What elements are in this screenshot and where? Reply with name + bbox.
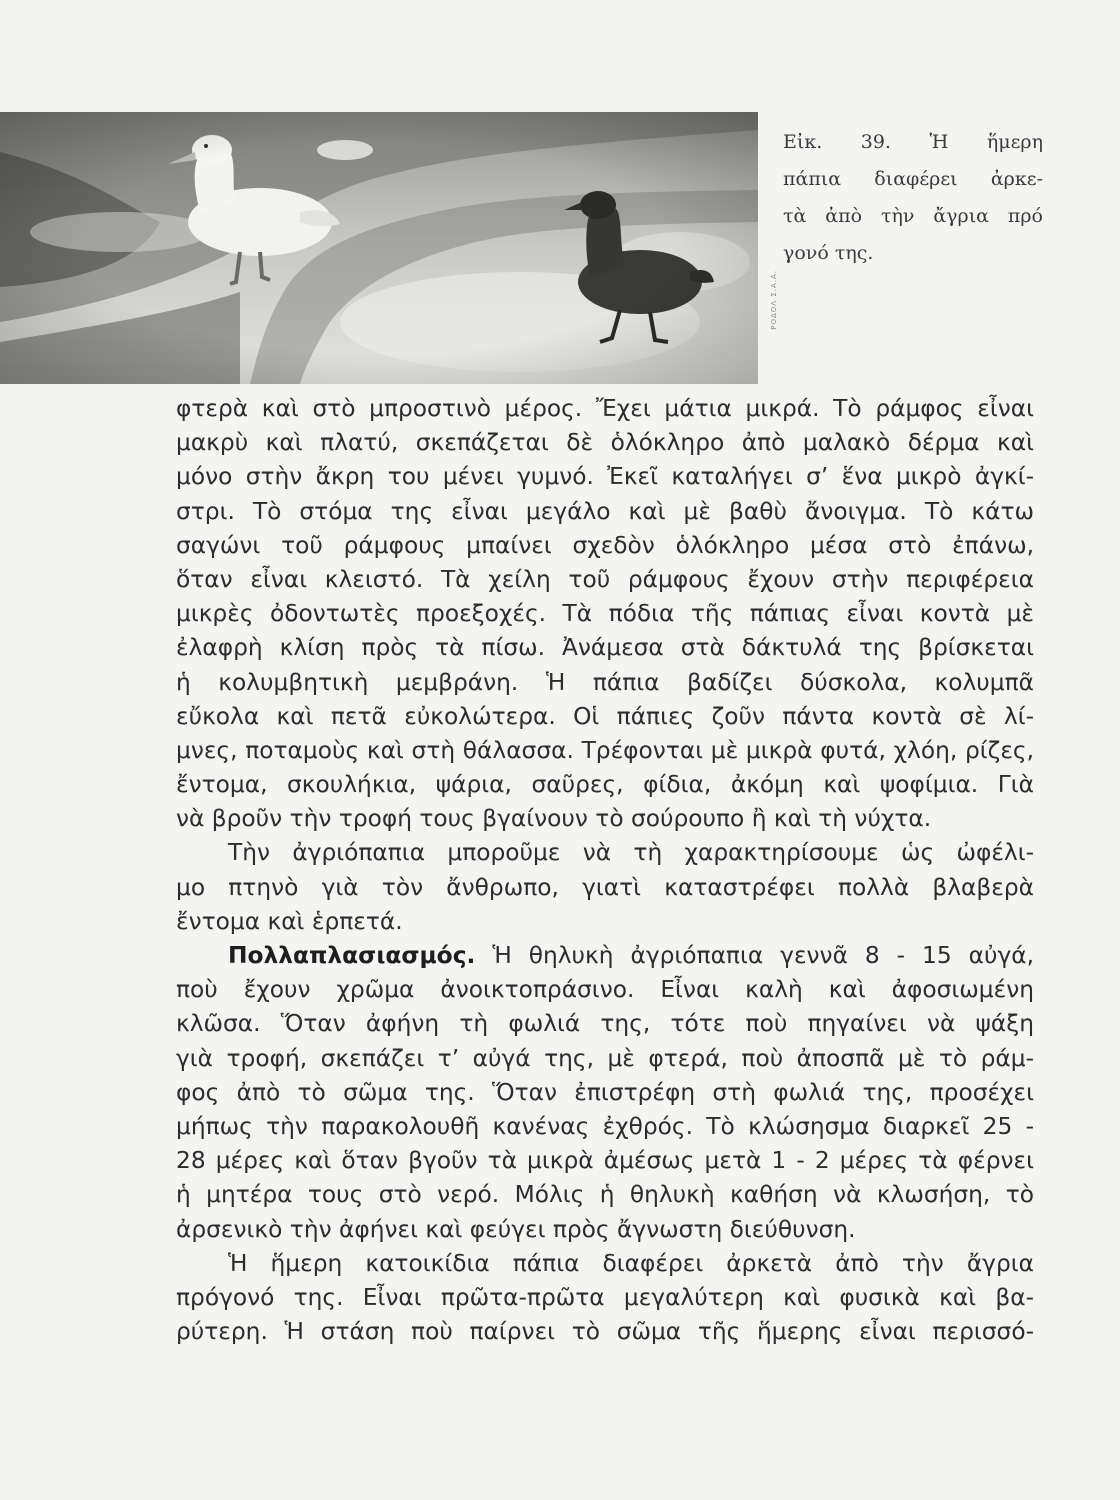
figure-photo: [0, 112, 758, 384]
text-line: μήπως τὴν παρακολουθῆ κανένας ἐχθρός. Τὸ κλώσησμα διαρκεῖ 25 -: [176, 1112, 1034, 1140]
text-line: ἡ μητέρα τους στὸ νερό. Μόλις ἡ θηλυκὴ καθήση νὰ κλωσήση, τὸ: [176, 1181, 1034, 1209]
text-line: ρύτερη. Ἡ στάση ποὺ παίρνει τὸ σῶμα τῆς ἥμερης εἶναι περισσό-: [176, 1318, 1034, 1346]
text-line: Τὴν ἀγριόπαπια μποροῦμε νὰ τὴ χαρακτηρίσουμε ὡς ὠφέλι-: [228, 839, 1034, 867]
paragraph-2: [176, 836, 1034, 939]
text-line: κλῶσα. Ὅταν ἀφήνη τὴ φωλιά της, τότε ποὺ πηγαίνει νὰ ψάξη: [176, 1010, 1034, 1038]
photo-credit: ΡΟΔΟΛ Σ.Α.Α.: [770, 270, 778, 330]
text-line: μικρὲς ὀδοντωτὲς προεξοχές. Τὰ πόδια τῆς πάπιας εἶναι κοντὰ μὲ: [176, 600, 1034, 628]
text-line: 28 μέρες καὶ ὅταν βγοῦν τὰ μικρὰ ἀμέσως μετὰ 1 - 2 μέρες τὰ φέρνει: [176, 1147, 1034, 1175]
text-line: φτερὰ καὶ στὸ μπροστινὸ μέρος. Ἔχει μάτια μικρά. Τὸ ράμφος εἶναι: [176, 395, 1034, 422]
section-heading: Πολλαπλασιασμός.: [228, 942, 476, 969]
text-line: μακρὺ καὶ πλατύ, σκεπάζεται δὲ ὁλόκληρο ἀπὸ μαλακὸ δέρμα καὶ: [176, 429, 1034, 457]
caption-line: τὰ ἀπὸ τὴν ἄγρια πρό: [783, 205, 1043, 227]
text-line: ἔντομα, σκουλήκια, ψάρια, σαῦρες, φίδια, ἀκόμη καὶ ψοφίμια. Γιὰ: [176, 771, 1034, 799]
text-line: ὅταν εἶναι κλειστό. Τὰ χείλη τοῦ ράμφους ἔχουν στὴν περιφέρεια: [176, 565, 1034, 593]
text-line: γιὰ τροφή, σκεπάζει τ’ αὐγά της, μὲ φτερά, ποὺ ἀποσπᾶ μὲ τὸ ράμ-: [176, 1044, 1034, 1072]
text-line: σαγώνι τοῦ ράμφους μπαίνει σχεδὸν ὁλόκληρο μέσα στὸ ἐπάνω,: [176, 531, 1034, 559]
duck-photo-image: [0, 112, 758, 384]
text-line: μόνο στὴν ἄκρη του μένει γυμνό. Ἐκεῖ καταλήγει σ’ ἕνα μικρὸ ἀγκί-: [176, 463, 1034, 491]
text-line: ἡ κολυμβητικὴ μεμβράνη. Ἡ πάπια βαδίζει δύσκολα, κολυμπᾶ: [176, 668, 1034, 696]
text-line: ἀρσενικὸ τὴν ἀφήνει καὶ φεύγει πρὸς ἄγνωστη διεύθυνση.: [176, 1215, 856, 1243]
text-line: μνες, ποταμοὺς καὶ στὴ θάλασσα. Τρέφονται μὲ μικρὰ φυτά, χλόη, ρίζες,: [176, 736, 1034, 764]
paragraph-3: [176, 939, 1034, 1247]
text-line: φος ἀπὸ τὸ σῶμα της. Ὅταν ἐπιστρέφη στὴ φωλιά της, προσέχει: [176, 1078, 1034, 1106]
text-line: εὔκολα καὶ πετᾶ εὐκολώτερα. Οἱ πάπιες ζοῦν πάντα κοντὰ σὲ λί-: [176, 702, 1034, 730]
heading-line-rest: Ἡ θηλυκὴ ἀγριόπαπια γεννᾶ 8 - 15 αὐγά,: [492, 942, 1035, 969]
paragraph-1: [176, 392, 1034, 836]
text-line: ἔντομα καὶ ἑρπετά.: [176, 907, 403, 935]
figure-caption: [783, 124, 1043, 272]
text-line: [176, 939, 1034, 973]
caption-line: πάπια διαφέρει ἀρκε-: [783, 168, 1043, 190]
text-line: μο πτηνὸ γιὰ τὸν ἄνθρωπο, γιατὶ καταστρέφει πολλὰ βλαβερὰ: [176, 873, 1034, 901]
text-line: στρι. Τὸ στόμα της εἶναι μεγάλο καὶ μὲ βαθὺ ἄνοιγμα. Τὸ κάτω: [176, 497, 1034, 525]
caption-line: γονό της.: [783, 242, 874, 264]
body-text: [176, 392, 1034, 1349]
text-line: ἐλαφρὴ κλίση πρὸς τὰ πίσω. Ἀνάμεσα στὰ δάκτυλά της βρίσκεται: [176, 634, 1034, 662]
text-line: πρόγονό της. Εἶναι πρῶτα-πρῶτα μεγαλύτερη καὶ φυσικὰ καὶ βα-: [176, 1283, 1034, 1311]
text-line: νὰ βροῦν τὴν τροφή τους βγαίνουν τὸ σούρουπο ἢ καὶ τὴ νύχτα.: [176, 805, 932, 833]
text-line: ποὺ ἔχουν χρῶμα ἀνοικτοπράσινο. Εἶναι καλὴ καὶ ἀφοσιωμένη: [176, 976, 1034, 1004]
paragraph-4: [176, 1247, 1034, 1350]
caption-line: Εἰκ. 39. Ἡ ἥμερη: [783, 131, 1043, 153]
text-line: Ἡ ἥμερη κατοικίδια πάπια διαφέρει ἀρκετὰ ἀπὸ τὴν ἄγρια: [228, 1249, 1034, 1277]
